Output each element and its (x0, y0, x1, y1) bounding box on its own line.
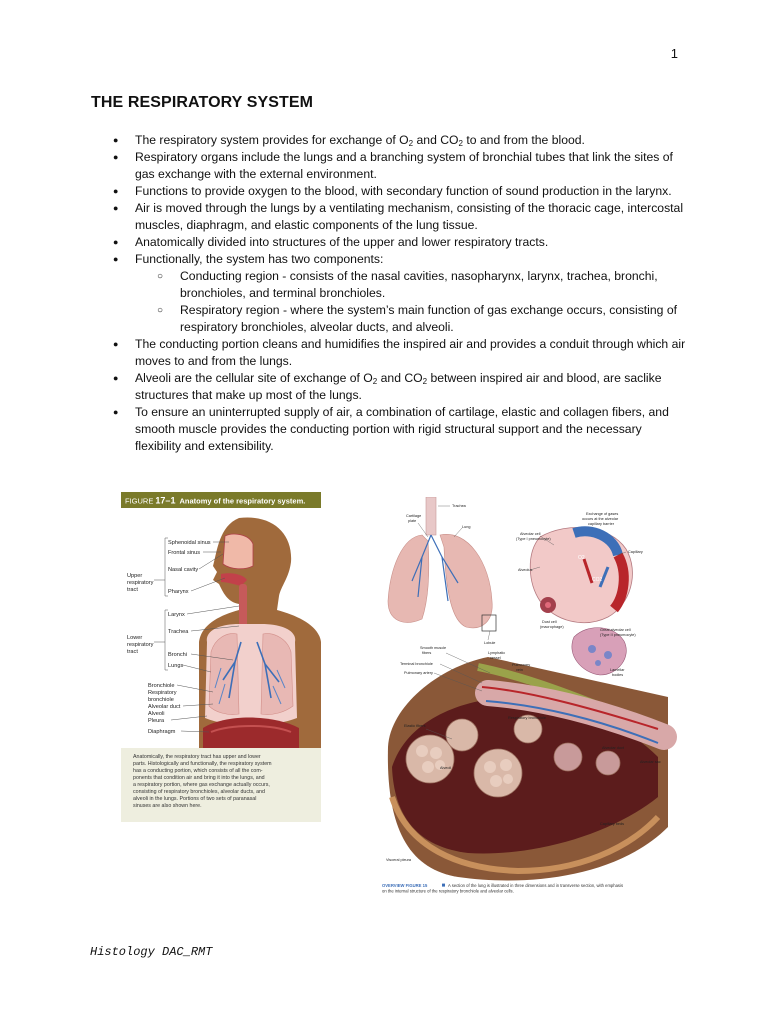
lung-structure-figure (378, 497, 678, 897)
svg-text:A section of the lung is illus: A section of the lung is illustrated in three dimensions and in transverse section, with emphasis (448, 883, 624, 888)
footer: Histology DAC_RMT (90, 945, 213, 959)
svg-text:Lung: Lung (462, 525, 471, 529)
svg-text:Larynx: Larynx (168, 612, 185, 618)
bullet-item: ● To ensure an uninterrupted supply of air, a combination of cartilage, elastic and collagen fibers, and smooth muscle provides the conducting portion with rigid structural support and the necessary flexibility and extensibility. (113, 404, 688, 455)
svg-text:Bronchiole: Bronchiole (148, 683, 175, 689)
sub-bullet-item: ○ Conducting region - consists of the nasal cavities, nasopharynx, larynx, trachea, bronchi, bronchioles, and terminal bronchioles. (157, 268, 688, 302)
overview-caption (382, 883, 623, 894)
svg-text:Alveolar duct: Alveolar duct (602, 746, 624, 750)
bullet-item: ● Alveoli are the cellular site of exchange of $O_2$ and $CO_2$ between inspired air and blood, are saclike structures that make up most of the lungs. (113, 370, 688, 404)
bullet-list (113, 132, 688, 455)
svg-text:Capillary: Capillary (628, 550, 643, 554)
svg-text:consisting of respiratory bron: consisting of respiratory bronchioles, alveolar ducts, and (133, 789, 265, 795)
svg-text:Capillary beds: Capillary beds (600, 822, 625, 826)
svg-text:vessel: vessel (490, 656, 501, 660)
svg-text:tract: tract (127, 587, 138, 593)
svg-text:Nasal cavity: Nasal cavity (168, 567, 199, 573)
svg-text:Alveoli: Alveoli (148, 711, 165, 717)
svg-text:ponents that condition air and: ponents that condition air and bring it into the lungs, and (133, 775, 265, 781)
svg-text:(Type I pneumocyte): (Type I pneumocyte) (516, 537, 551, 541)
sub-bullet-list (135, 268, 688, 336)
svg-text:Diaphragm: Diaphragm (148, 729, 176, 735)
svg-text:(macrophage): (macrophage) (540, 625, 564, 629)
svg-text:CO2: CO2 (592, 577, 603, 583)
svg-text:Lungs: Lungs (168, 663, 184, 669)
svg-text:Elastic fibers: Elastic fibers (404, 724, 426, 728)
svg-text:Lower: Lower (127, 635, 143, 641)
figure-caption (133, 754, 272, 809)
svg-text:Pulmonary: Pulmonary (512, 663, 531, 667)
svg-text:O2: O2 (578, 555, 585, 561)
svg-text:Pleura: Pleura (148, 718, 165, 724)
bullet-item: ● The respiratory system provides for exchange of $O_2$ and $CO_2$ to and from the blood. (113, 132, 688, 149)
svg-text:respiratory: respiratory (127, 642, 154, 648)
svg-text:Lymphatic: Lymphatic (488, 651, 506, 655)
svg-text:Respiratory: Respiratory (148, 690, 177, 696)
svg-text:has a conducting portion, whic: has a conducting portion, which consists of all the com- (133, 768, 263, 774)
svg-text:tract: tract (127, 649, 138, 655)
svg-text:alveoli in the lungs. Portions: alveoli in the lungs. Portions of two sets of paranasal (133, 796, 257, 802)
svg-text:occurs at the alveolar: occurs at the alveolar (582, 517, 619, 521)
svg-text:a respiratory portion, where g: a respiratory portion, where gas exchange actually occurs, (133, 782, 270, 788)
sub-bullet-item: ○ Respiratory region - where the system’s main function of gas exchange occurs, consisting of respiratory bronchioles, alveolar ducts, and alveoli. (157, 302, 688, 336)
svg-text:Alveolus: Alveolus (518, 568, 533, 572)
svg-text:Exchange of gases: Exchange of gases (586, 512, 619, 516)
svg-text:Trachea: Trachea (168, 629, 189, 635)
svg-text:sinuses are also shown here.: sinuses are also shown here. (133, 803, 202, 809)
lungs-illustration (388, 497, 496, 631)
svg-text:Lobule: Lobule (484, 641, 496, 645)
svg-text:Lamellar: Lamellar (610, 668, 625, 672)
svg-text:respiratory: respiratory (127, 580, 154, 586)
svg-text:Pharynx: Pharynx (168, 589, 189, 595)
svg-text:Anatomically, the respiratory: Anatomically, the respiratory tract has upper and lower (133, 754, 261, 760)
svg-text:Alveolar sac: Alveolar sac (640, 760, 661, 764)
svg-text:Upper: Upper (127, 573, 143, 579)
svg-text:OVERVIEW FIGURE 15: OVERVIEW FIGURE 15 (382, 883, 428, 888)
svg-text:plate: plate (408, 519, 417, 523)
svg-text:bodies: bodies (612, 673, 624, 677)
alveolus-inset (530, 527, 632, 675)
svg-text:Alveoli: Alveoli (440, 766, 452, 770)
svg-text:Cartilage: Cartilage (406, 514, 422, 518)
bullet-item: ● Anatomically divided into structures of the upper and lower respiratory tracts. (113, 234, 688, 251)
svg-text:Pulmonary artery: Pulmonary artery (404, 671, 433, 675)
figure-header: FIGURE 17–1 Anatomy of the respiratory system. (125, 495, 306, 506)
svg-text:Sphenoidal sinus: Sphenoidal sinus (168, 540, 211, 546)
respiratory-anatomy-figure (121, 492, 321, 822)
svg-text:(Type II pneumocyte): (Type II pneumocyte) (600, 633, 636, 637)
svg-text:Frontal sinus: Frontal sinus (168, 550, 201, 556)
svg-text:Alveolar duct: Alveolar duct (148, 704, 181, 710)
bullet-item: ● Functionally, the system has two components: ○ Conducting region - consists of the nasal cavities, nasopharynx, larynx, trachea, bronchi, bronchioles, and terminal bronchioles. ○ Respiratory region - where the system’s main function of gas exchange occurs, consisting of respiratory bronchioles, alveolar ducts, and alveoli. (113, 251, 688, 336)
svg-text:fibers: fibers (422, 651, 432, 655)
svg-text:Visceral pleura: Visceral pleura (386, 858, 412, 862)
bullet-item: ● Functions to provide oxygen to the blood, with secondary function of sound production in the larynx. (113, 183, 688, 200)
page-title: THE RESPIRATORY SYSTEM (91, 94, 314, 111)
svg-text:parts. Histologically and func: parts. Histologically and functionally, the respiratory system (133, 761, 272, 767)
svg-text:bronchiole: bronchiole (148, 697, 174, 703)
svg-text:Terminal bronchiole: Terminal bronchiole (400, 662, 433, 666)
svg-text:Smooth muscle: Smooth muscle (420, 646, 447, 650)
svg-text:vein: vein (516, 668, 523, 672)
page-number: 1 (670, 46, 678, 61)
svg-text:capillary barrier: capillary barrier (588, 522, 614, 526)
svg-text:on the internal structure of t: on the internal structure of the respiratory bronchiole and alveolar cells. (382, 888, 514, 894)
svg-text:Dust cell: Dust cell (542, 620, 557, 624)
svg-text:Bronchi: Bronchi (168, 652, 187, 658)
lobule-cross-section (388, 657, 668, 880)
svg-text:Trachea: Trachea (452, 504, 466, 508)
svg-text:Great alveolar cell: Great alveolar cell (600, 628, 631, 632)
bullet-item: ● Respiratory organs include the lungs and a branching system of bronchial tubes that link the sites of gas exchange with the external environment. (113, 149, 688, 183)
svg-text:Respiratory bronchiole: Respiratory bronchiole (508, 716, 546, 720)
svg-text:Alveolar cell: Alveolar cell (520, 532, 541, 536)
bullet-item: ● The conducting portion cleans and humidifies the inspired air and provides a conduit through which air moves to and from the lungs. (113, 336, 688, 370)
bullet-item: ● Air is moved through the lungs by a ventilating mechanism, consisting of the thoracic cage, intercostal muscles, diaphragm, and elastic components of the lung tissue. (113, 200, 688, 234)
